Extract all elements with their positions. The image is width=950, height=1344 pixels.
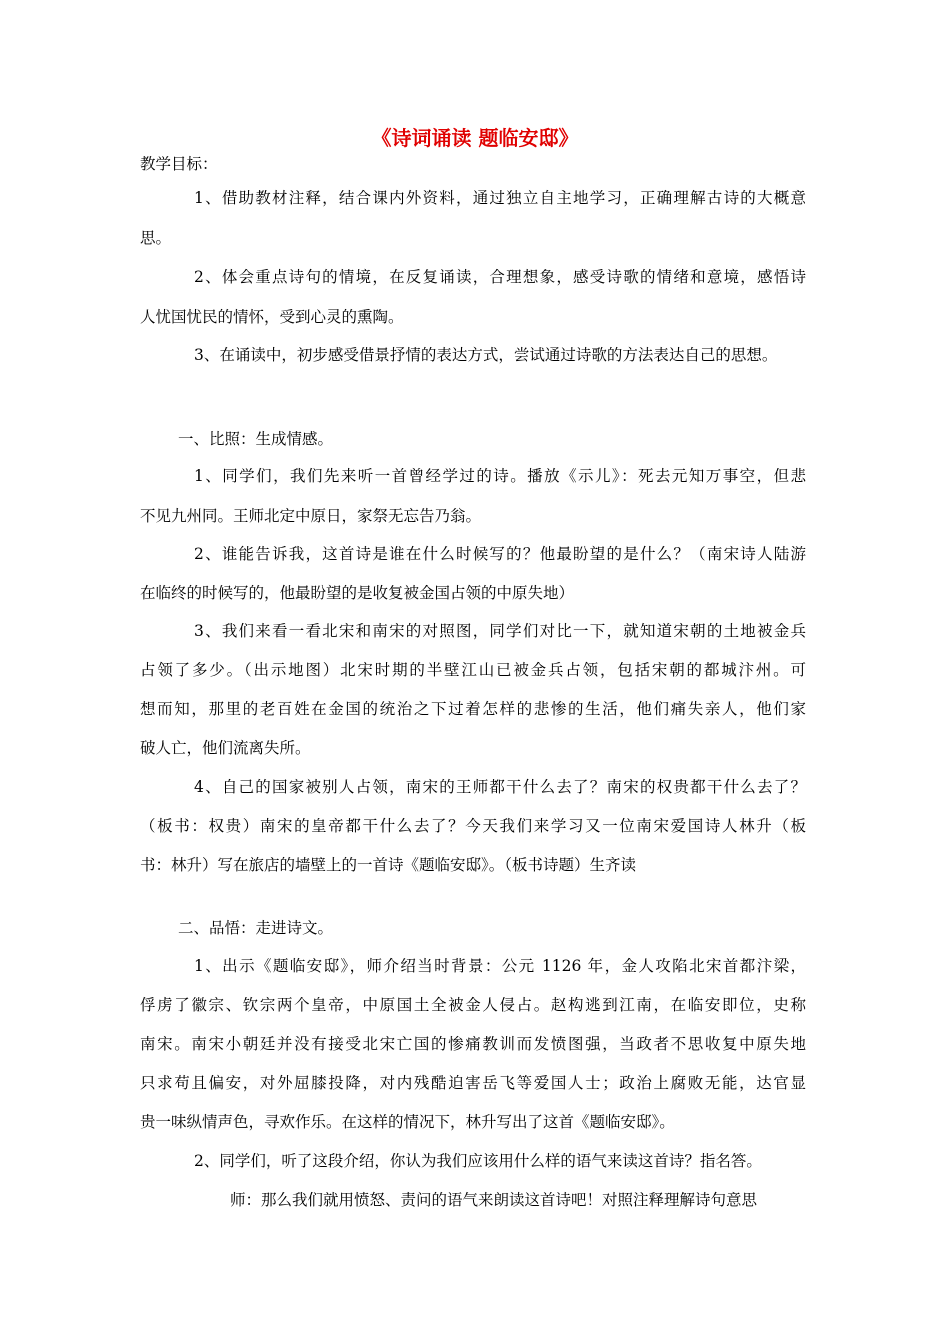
- s1-p4-line-2: （板书：权贵）南宋的皇帝都干什么去了？今天我们来学习又一位南宋爱国诗人林升（板: [140, 817, 806, 835]
- s2-p2-line-1: 2、同学们，听了这段介绍，你认为我们应该用什么样的语气来读这首诗？指名答。: [194, 1152, 762, 1170]
- s1-p3-line-4: 破人亡，他们流离失所。: [140, 739, 311, 757]
- objective-2-line-2: 人忧国忧民的情怀，受到心灵的熏陶。: [140, 308, 404, 326]
- document-title: 《诗词诵读 题临安邸》: [371, 126, 579, 150]
- s1-p4-line-3: 书：林升）写在旅店的墙壁上的一首诗《题临安邸》。（板书诗题）生齐读: [140, 856, 637, 874]
- objective-2-line-1: 2、体会重点诗句的情境，在反复诵读，合理想象，感受诗歌的情绪和意境，感悟诗: [194, 268, 806, 286]
- s1-p1-line-1: 1、同学们，我们先来听一首曾经学过的诗。播放《示儿》：死去元知万事空，但悲: [194, 467, 806, 485]
- section-2-heading: 二、品悟：走进诗文。: [178, 919, 334, 937]
- objective-1-line-2: 思。: [140, 229, 172, 247]
- s2-p3-line-1: 师：那么我们就用愤怒、责问的语气来朗读这首诗吧！对照注释理解诗句意思: [230, 1191, 758, 1209]
- s2-p1-line-3: 南宋。南宋小朝廷并没有接受北宋亡国的惨痛教训而发愤图强，当政者不思收复中原失地: [140, 1035, 806, 1053]
- section-1-heading: 一、比照：生成情感。: [178, 430, 334, 448]
- s1-p4-line-1: 4、自己的国家被别人占领，南宋的王师都干什么去了？南宋的权贵都干什么去了？: [194, 778, 806, 796]
- s1-p3-line-3: 想而知，那里的老百姓在金国的统治之下过着怎样的悲惨的生活，他们痛失亲人，他们家: [140, 700, 806, 718]
- s2-p1-line-4: 只求苟且偏安，对外屈膝投降，对内残酷迫害岳飞等爱国人士；政治上腐败无能，达官显: [140, 1074, 806, 1092]
- s1-p3-line-1: 3、我们来看一看北宋和南宋的对照图，同学们对比一下，就知道宋朝的土地被金兵: [194, 622, 806, 640]
- s1-p3-line-2: 占领了多少。（出示地图）北宋时期的半壁江山已被金兵占领，包括宋朝的都城汴州。可: [140, 661, 806, 679]
- s2-p1-line-5: 贵一味纵情声色，寻欢作乐。在这样的情况下，林升写出了这首《题临安邸》。: [140, 1113, 675, 1131]
- s2-p1-line-2: 俘虏了徽宗、钦宗两个皇帝，中原国土全被金人侵占。赵构逃到江南，在临安即位，史称: [140, 996, 806, 1014]
- s1-p2-line-1: 2、谁能告诉我，这首诗是谁在什么时候写的？他最盼望的是什么？（南宋诗人陆游: [194, 545, 806, 563]
- s1-p2-line-2: 在临终的时候写的，他最盼望的是收复被金国占领的中原失地）: [140, 584, 575, 602]
- s2-p1-line-1: 1、出示《题临安邸》，师介绍当时背景：公元 1126 年，金人攻陷北宋首都汴梁，: [194, 957, 806, 975]
- objective-3-line-1: 3、在诵读中，初步感受借景抒情的表达方式，尝试通过诗歌的方法表达自己的思想。: [194, 346, 778, 364]
- objective-1-line-1: 1、借助教材注释，结合课内外资料，通过独立自主地学习，正确理解古诗的大概意: [194, 189, 806, 207]
- s1-p1-line-2: 不见九州同。王师北定中原日，家祭无忘告乃翁。: [140, 507, 482, 525]
- objectives-heading: 教学目标：: [140, 155, 218, 173]
